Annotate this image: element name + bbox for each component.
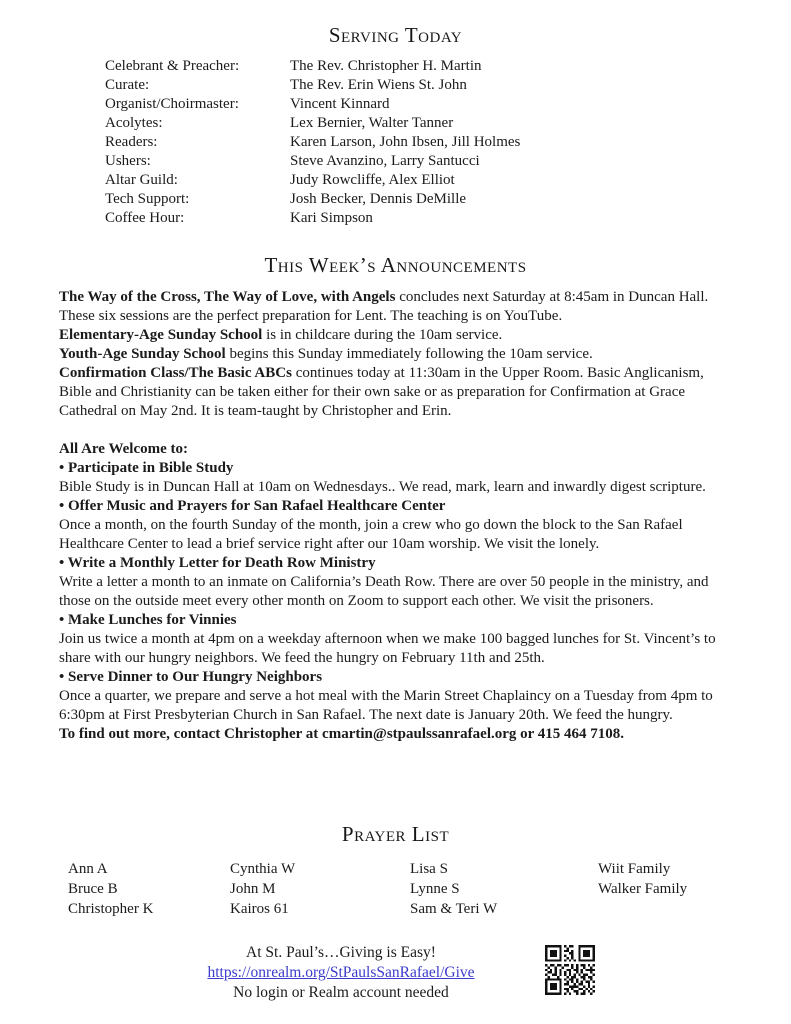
giving-line1: At St. Paul’s…Giving is Easy! xyxy=(246,944,436,961)
serving-role: Curate: xyxy=(105,77,150,93)
announcement-item xyxy=(59,288,735,326)
serving-role: Altar Guild: xyxy=(105,172,178,188)
prayer-name: Wiit Family xyxy=(598,861,671,877)
serving-row xyxy=(105,209,791,228)
announcement-lead: The Way of the Cross, The Way of Love, with Angels xyxy=(59,289,396,305)
announcement-item xyxy=(59,364,735,421)
serving-role: Readers: xyxy=(105,134,158,150)
prayer-name: John M xyxy=(230,881,276,897)
serving-names: Lex Bernier, Walter Tanner xyxy=(290,115,454,131)
welcome-item-title: • Serve Dinner to Our Hungry Neighbors xyxy=(59,669,323,685)
serving-names: Kari Simpson xyxy=(290,210,373,226)
welcome-header: All Are Welcome to: xyxy=(59,441,188,457)
announcement-body: is in childcare during the 10am service. xyxy=(262,327,503,343)
serving-names: Vincent Kinnard xyxy=(290,96,390,112)
prayer-column xyxy=(598,859,687,919)
welcome-item-title: • Write a Monthly Letter for Death Row Ministry xyxy=(59,555,376,571)
announcements-heading: This Week’s Announcements xyxy=(264,253,527,277)
welcome-item-title: • Participate in Bible Study xyxy=(59,460,234,476)
announcement-lead: Elementary-Age Sunday School xyxy=(59,327,263,343)
serving-role: Acolytes: xyxy=(105,115,163,131)
prayer-list xyxy=(68,859,791,919)
welcome-item-title: • Offer Music and Prayers for San Rafael Healthcare Center xyxy=(59,498,446,514)
prayer-name: Lynne S xyxy=(410,881,460,897)
announcement-lead: Youth-Age Sunday School xyxy=(59,346,226,362)
serving-names: The Rev. Erin Wiens St. John xyxy=(290,77,467,93)
serving-row xyxy=(105,171,791,190)
prayer-list-heading: Prayer List xyxy=(341,822,450,846)
prayer-column xyxy=(230,859,410,919)
serving-role: Coffee Hour: xyxy=(105,210,185,226)
serving-row xyxy=(105,57,791,76)
prayer-name: Lisa S xyxy=(410,861,448,877)
prayer-column xyxy=(68,859,230,919)
prayer-name: Cynthia W xyxy=(230,861,296,877)
serving-row xyxy=(105,95,791,114)
serving-row xyxy=(105,76,791,95)
welcome-item-title: • Make Lunches for Vinnies xyxy=(59,612,237,628)
serving-role: Tech Support: xyxy=(105,191,190,207)
prayer-name: Ann A xyxy=(68,861,108,877)
serving-role: Organist/Choirmaster: xyxy=(105,96,239,112)
serving-names: Steve Avanzino, Larry Santucci xyxy=(290,153,480,169)
announcement-item xyxy=(59,345,735,364)
announcement-item xyxy=(59,326,735,345)
serving-names: Josh Becker, Dennis DeMille xyxy=(290,191,467,207)
serving-row xyxy=(105,114,791,133)
prayer-name: Bruce B xyxy=(68,881,118,897)
serving-names: Karen Larson, John Ibsen, Jill Holmes xyxy=(290,134,521,150)
welcome-item-body: Once a quarter, we prepare and serve a hot meal with the Marin Street Chaplaincy on a Tuesday from 4pm to 6:30pm at First Presbyterian Church in San Rafael. The next date is January 20th. We feed the hungry. xyxy=(59,688,713,723)
serving-role: Celebrant & Preacher: xyxy=(105,58,240,74)
serving-names: Judy Rowcliffe, Alex Elliot xyxy=(290,172,455,188)
announcements-block xyxy=(59,288,735,421)
giving-line2: No login or Realm account needed xyxy=(233,984,449,1001)
serving-today-heading: Serving Today xyxy=(328,23,463,47)
serving-role: Ushers: xyxy=(105,153,151,169)
serving-names: The Rev. Christopher H. Martin xyxy=(290,58,482,74)
prayer-column xyxy=(410,859,598,919)
giving-section xyxy=(0,943,791,1003)
announcement-body: continues today at 11:30am in the Upper Room. Basic Anglicanism, Bible and Christianity can be taken either for their own sake or as preparation for Confirmation at Grace Cathedral on May 2nd. It is team-taught by Christopher and Erin. xyxy=(59,365,704,419)
welcome-item-body: Once a month, on the fourth Sunday of the month, join a crew who go down the block to the San Rafael Healthcare Center to lead a brief service right after our 10am worship. We visit the lonely. xyxy=(59,517,683,552)
prayer-name: Christopher K xyxy=(68,901,154,917)
serving-row xyxy=(105,133,791,152)
serving-row xyxy=(105,190,791,209)
announcement-body: concludes next Saturday at 8:45am in Duncan Hall. These six sessions are the perfect preparation for Lent. The teaching is on YouTube. xyxy=(59,289,709,324)
qr-code-icon xyxy=(545,945,595,995)
serving-table xyxy=(105,57,791,228)
prayer-name: Kairos 61 xyxy=(230,901,289,917)
serving-row xyxy=(105,152,791,171)
welcome-item-body: Write a letter a month to an inmate on California’s Death Row. There are over 50 people in the ministry, and those on the outside meet every other month on Zoom to support each other. We visit the prisoners. xyxy=(59,574,709,609)
giving-link[interactable]: https://onrealm.org/StPaulsSanRafael/Give xyxy=(207,964,475,981)
welcome-item-body: Bible Study is in Duncan Hall at 10am on Wednesdays.. We read, mark, learn and inwardly digest scripture. xyxy=(59,479,706,495)
welcome-block xyxy=(59,440,735,744)
announcement-body: begins this Sunday immediately following the 10am service. xyxy=(225,346,593,362)
welcome-footer-contact: To find out more, contact Christopher at cmartin@stpaulssanrafael.org or 415 464 7108. xyxy=(59,726,625,742)
prayer-name: Walker Family xyxy=(598,881,688,897)
giving-text xyxy=(145,943,537,1003)
welcome-item-body: Join us twice a month at 4pm on a weekday afternoon when we make 100 bagged lunches for St. Vincent’s to share with our hungry neighbors. We feed the hungry on February 11th and 25th. xyxy=(59,631,716,666)
announcement-lead: Confirmation Class/The Basic ABCs xyxy=(59,365,292,381)
prayer-name: Sam & Teri W xyxy=(410,901,498,917)
